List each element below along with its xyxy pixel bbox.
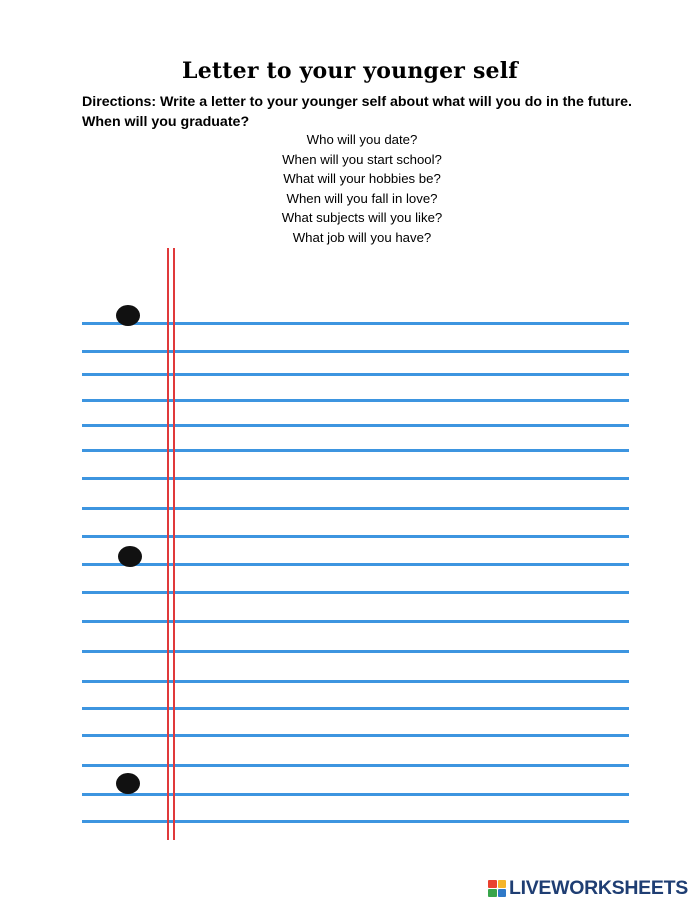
writing-line[interactable] xyxy=(82,322,629,325)
writing-line[interactable] xyxy=(82,373,629,376)
binder-hole xyxy=(116,305,140,326)
directions-line-1: Directions: Write a letter to your younger self about what will you do in the future. xyxy=(82,94,632,110)
writing-line[interactable] xyxy=(82,563,629,566)
question-item: What will your hobbies be? xyxy=(283,171,441,187)
writing-line[interactable] xyxy=(82,350,629,353)
question-item: What subjects will you like? xyxy=(281,210,443,226)
liveworksheets-brand xyxy=(488,877,688,900)
writing-line[interactable] xyxy=(82,620,629,623)
writing-line[interactable] xyxy=(82,793,629,796)
writing-line[interactable] xyxy=(82,650,629,653)
writing-line[interactable] xyxy=(82,707,629,710)
writing-line[interactable] xyxy=(82,680,629,683)
writing-line[interactable] xyxy=(82,507,629,510)
directions xyxy=(82,92,642,132)
question-item: When will you start school? xyxy=(282,151,442,167)
question-item: When will you fall in love? xyxy=(286,190,438,206)
brand-text: LIVEWORKSHEETS xyxy=(509,877,688,899)
writing-line[interactable] xyxy=(82,591,629,594)
writing-line[interactable] xyxy=(82,764,629,767)
writing-line[interactable] xyxy=(82,820,629,823)
margin-line-right xyxy=(173,248,175,840)
question-item: Who will you date? xyxy=(306,132,418,147)
liveworksheets-logo-icon xyxy=(488,880,506,897)
directions-line-2: When will you graduate? xyxy=(82,114,250,130)
binder-hole xyxy=(118,546,142,567)
question-item: What job will you have? xyxy=(292,229,432,245)
writing-line[interactable] xyxy=(82,477,629,480)
writing-line[interactable] xyxy=(82,449,629,452)
writing-line[interactable] xyxy=(82,535,629,538)
question-list xyxy=(212,130,512,248)
margin-line-left xyxy=(167,248,169,840)
worksheet-title: Letter to your younger self xyxy=(182,58,518,84)
writing-line[interactable] xyxy=(82,424,629,427)
writing-line[interactable] xyxy=(82,734,629,737)
binder-hole xyxy=(116,773,140,794)
writing-line[interactable] xyxy=(82,399,629,402)
